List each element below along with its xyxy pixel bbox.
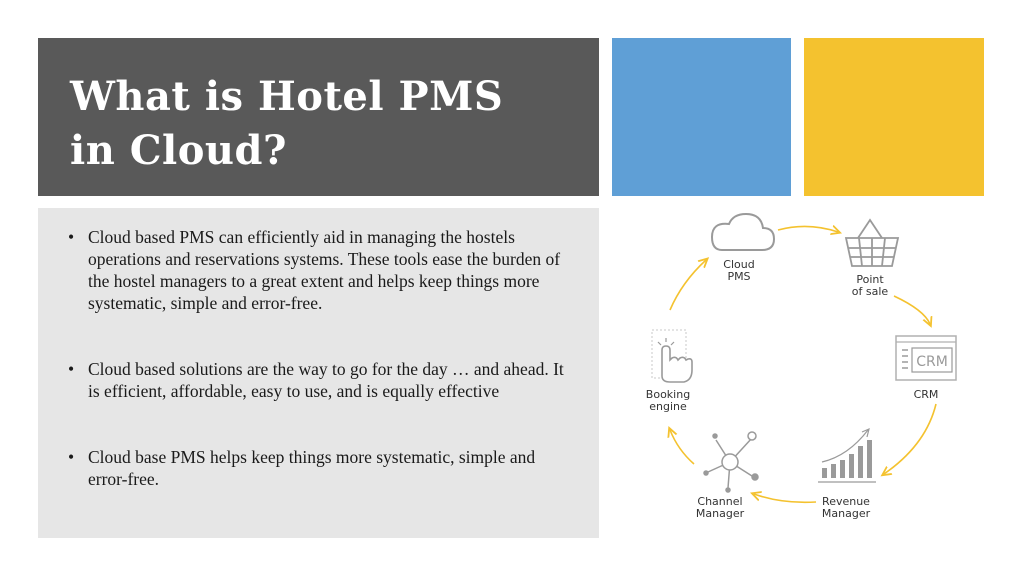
revenue-label-line2: Manager: [821, 507, 871, 520]
pos-label-line1: Point: [856, 273, 884, 286]
cloud-pms-label-line1: Cloud: [723, 258, 755, 271]
slide-title: [70, 70, 503, 178]
arrow-pos-to-crm: [894, 296, 930, 324]
bullet-list: [68, 226, 578, 490]
bullet-text-3: Cloud base PMS helps keep things more systematic, simple and error-free.: [88, 447, 536, 489]
channel-label-line1: Channel: [697, 495, 743, 508]
crm-icon-text: CRM: [916, 354, 948, 370]
channel-label-line2: Manager: [695, 507, 745, 520]
bullet-item-1: [68, 226, 578, 314]
bar-chart-icon: [818, 429, 876, 482]
slide-title-line2: in Cloud?: [70, 127, 287, 174]
node-point-of-sale: [846, 220, 898, 298]
basket-icon: [846, 220, 898, 266]
cloud-pms-label-line2: PMS: [727, 270, 751, 283]
slide-title-line1: What is Hotel PMS: [70, 73, 504, 120]
bullet-text-2: Cloud based solutions are the way to go for the day … and ahead. It is efficient, affordable, easy to use, and is equally effective: [88, 359, 564, 401]
crm-label: CRM: [913, 388, 939, 401]
arrow-booking-to-cloud: [670, 260, 706, 310]
blue-accent-block: [612, 38, 791, 196]
arrow-revenue-to-channel: [754, 494, 816, 502]
bullet-dot: •: [68, 227, 75, 247]
network-icon: [704, 432, 758, 492]
content-panel: [38, 208, 599, 538]
pos-label-line2: of sale: [851, 285, 889, 298]
bullet-dot: •: [68, 359, 75, 379]
hand-pointer-icon: [652, 330, 692, 382]
node-crm: [896, 336, 956, 401]
node-cloud-pms: [712, 214, 774, 283]
pms-cycle-diagram: [612, 200, 984, 536]
revenue-label-line1: Revenue: [822, 495, 870, 508]
bullet-item-3: [68, 446, 578, 490]
arrow-crm-to-revenue: [884, 404, 936, 474]
node-revenue-manager: [818, 429, 876, 520]
yellow-accent-block: [804, 38, 984, 196]
crm-icon: [896, 336, 956, 380]
bullet-dot: •: [68, 447, 75, 467]
arrow-channel-to-booking: [670, 430, 694, 464]
arrow-cloud-to-pos: [778, 226, 838, 232]
node-channel-manager: [696, 432, 758, 520]
node-booking-engine: [646, 330, 692, 413]
booking-label-line2: engine: [649, 400, 687, 413]
bullet-text-1: Cloud based PMS can efficiently aid in managing the hostels operations and reservations systems. These tools ease the burden of the hostel managers to a great extent and helps keep things more systematic, simple and error-free.: [88, 227, 561, 313]
title-panel: [38, 38, 599, 196]
cloud-icon: [712, 214, 774, 250]
booking-label-line1: Booking: [645, 388, 691, 401]
bullet-item-2: [68, 358, 578, 402]
